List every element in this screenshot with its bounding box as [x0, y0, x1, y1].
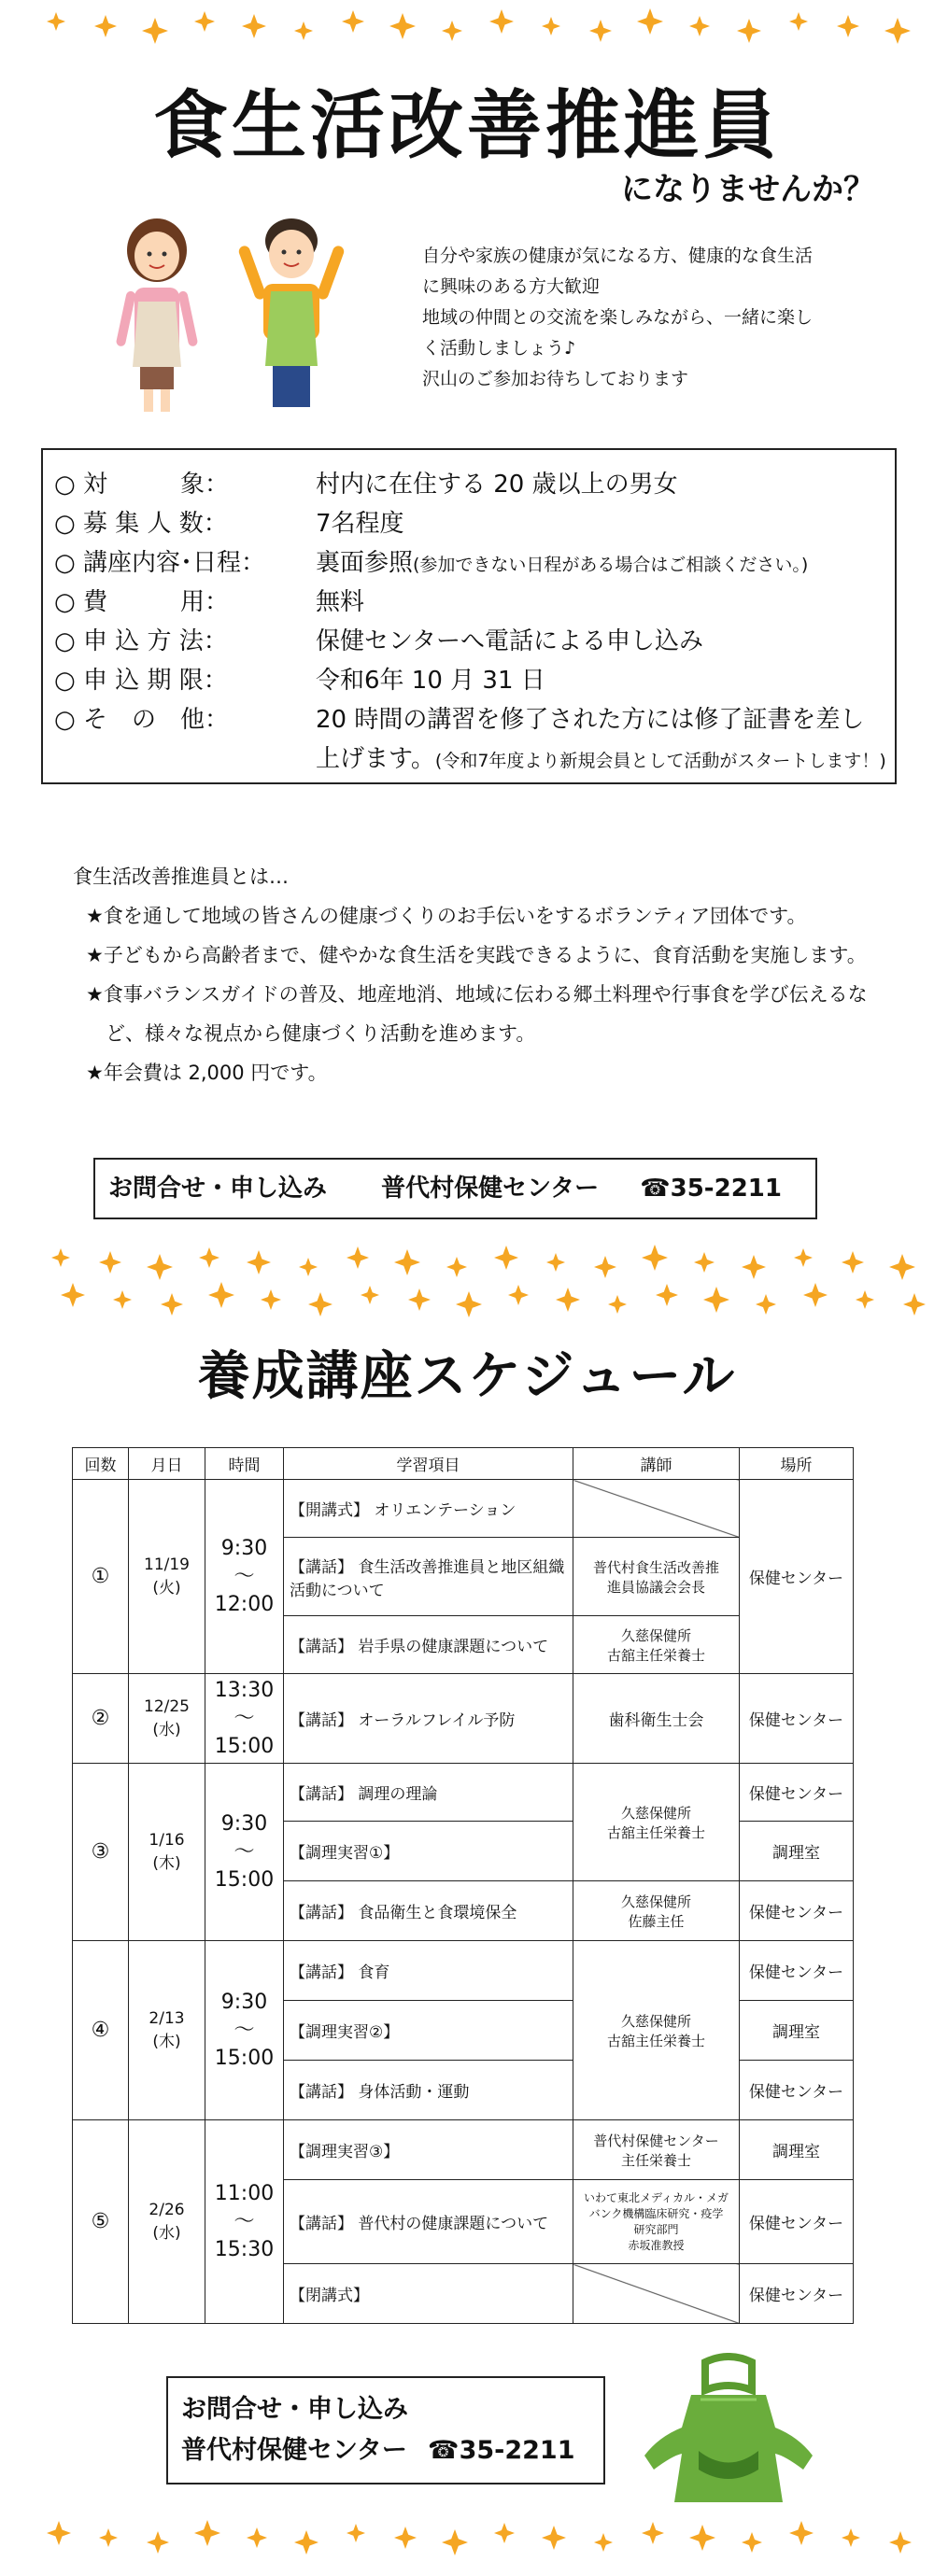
star-icon	[542, 2526, 566, 2550]
table-row	[73, 1941, 854, 2001]
schedule-title: 養成講座スケジュール	[197, 1346, 737, 1407]
star-icon	[208, 1282, 234, 1308]
contact-org: 普代村保健センター	[181, 2436, 407, 2465]
star-icon	[142, 18, 168, 44]
about-item: ★子どもから高齢者まで、健やかな食生活を実践できるように、食育活動を実施します。	[86, 944, 867, 966]
place-cell: 保健センター	[740, 2061, 854, 2120]
star-icon	[837, 15, 859, 37]
star-border-middle	[0, 1242, 934, 1326]
phone-icon: ☎	[640, 1175, 671, 1203]
topic-cell: 【講話】 身体活動・運動	[284, 2061, 573, 2120]
place-cell: 調理室	[740, 2120, 854, 2180]
star-icon	[737, 19, 761, 43]
star-icon	[803, 1283, 828, 1307]
session-no: ④	[73, 1941, 129, 2120]
info-value: 保健センターへ電話による申し込み	[316, 627, 703, 655]
star-icon	[147, 1254, 173, 1280]
star-icon	[361, 1286, 379, 1304]
info-label: ○ そ の 他：	[54, 706, 229, 734]
star-icon	[489, 9, 514, 34]
session-date: 12/25 (水)	[129, 1674, 205, 1764]
session-no: ⑤	[73, 2120, 129, 2324]
star-icon	[247, 2527, 267, 2548]
star-icon	[756, 1294, 776, 1315]
info-label: ○ 費 用：	[54, 588, 229, 616]
info-label: ○ 講座内容･日程：	[54, 549, 265, 577]
table-header-row	[73, 1448, 854, 1480]
lecturer-cell: 久慈保健所 古舘主任栄養士	[573, 1616, 740, 1674]
session-date: 2/26 (水)	[129, 2120, 205, 2324]
about-section	[73, 857, 895, 1092]
star-icon	[542, 17, 560, 35]
header-cell: 講師	[573, 1448, 740, 1480]
topic-cell: 【講話】 調理の理論	[284, 1764, 573, 1822]
lecturer-cell: 久慈保健所 古舘主任栄養士	[573, 1941, 740, 2120]
info-value: 裏面参照	[316, 549, 414, 577]
header-cell: 学習項目	[284, 1448, 573, 1480]
contact-box-top	[93, 1158, 817, 1219]
topic-cell: 【調理実習③】	[284, 2120, 573, 2180]
star-icon	[113, 1290, 132, 1309]
star-icon	[884, 18, 911, 44]
header-cell: 回数	[73, 1448, 129, 1480]
star-icon	[442, 2529, 468, 2555]
topic-cell: 【講話】 食生活改善推進員と地区組織活動について	[284, 1538, 573, 1616]
lecturer-cell: 普代村保健センター 主任栄養士	[573, 2120, 740, 2180]
session-time: 9:30 ～ 15:00	[205, 1941, 284, 2120]
star-icon	[99, 2528, 118, 2547]
star-icon	[689, 16, 710, 36]
star-icon	[789, 2521, 814, 2545]
lecturer-empty-cell	[573, 1480, 740, 1538]
place-cell: 保健センター	[740, 1881, 854, 1941]
place-cell: 保健センター	[740, 2180, 854, 2264]
star-icon	[147, 2531, 169, 2554]
intro-line: く活動しましょう♪	[422, 338, 576, 359]
star-icon	[242, 14, 266, 38]
star-icon	[51, 1248, 70, 1267]
info-note: (参加できない日程がある場合はご相談ください。)	[413, 555, 809, 575]
star-icon	[99, 1251, 121, 1274]
session-no: ③	[73, 1764, 129, 1941]
header-cell: 時間	[205, 1448, 284, 1480]
about-item: ★食を通して地域の皆さんの健康づくりのお手伝いをするボランティア団体です。	[86, 905, 807, 927]
star-icon	[299, 1258, 318, 1276]
apron-illustration	[635, 2353, 822, 2512]
star-icon	[694, 1252, 715, 1273]
topic-cell: 【講話】 オーラルフレイル予防	[284, 1674, 573, 1764]
contact-phone[interactable]: 35-2211	[670, 1175, 782, 1203]
schedule-table	[72, 1447, 854, 2324]
star-icon	[247, 1250, 271, 1274]
star-icon	[508, 1285, 529, 1305]
table-row	[73, 2120, 854, 2180]
contact-phone[interactable]: 35-2211	[459, 2436, 575, 2465]
star-icon	[594, 1256, 616, 1278]
intro-line: 沢山のご参加お待ちしております	[422, 369, 689, 389]
star-icon	[347, 1246, 369, 1269]
star-icon	[842, 1251, 864, 1274]
about-item: ど、様々な視点から健康づくり活動を進めます。	[86, 1022, 536, 1045]
topic-cell: 【講話】 食品衛生と食環境保全	[284, 1881, 573, 1941]
star-icon	[394, 1249, 420, 1275]
info-value: 上げます。	[316, 745, 435, 773]
session-date: 11/19 (火)	[129, 1480, 205, 1674]
place-cell: 保健センター	[740, 1941, 854, 2001]
star-icon	[556, 1288, 580, 1312]
lecturer-cell: 久慈保健所 佐藤主任	[573, 1881, 740, 1941]
phone-icon: ☎	[427, 2436, 460, 2465]
star-icon	[637, 8, 663, 35]
star-icon	[342, 10, 364, 33]
intro-text	[422, 241, 870, 395]
info-label: ○ 申 込 方 法：	[54, 627, 228, 655]
session-time: 11:00 ～ 15:30	[205, 2120, 284, 2324]
star-icon	[194, 11, 215, 32]
star-icon	[261, 1289, 281, 1310]
topic-cell: 【調理実習①】	[284, 1822, 573, 1881]
star-icon	[889, 2531, 912, 2554]
contact-org: 普代村保健センター	[381, 1175, 600, 1203]
about-item: ★食事バランスガイドの普及、地産地消、地域に伝わる郷土料理や行事食を学び伝えるな	[86, 983, 868, 1006]
lecturer-cell: 久慈保健所 古舘主任栄養士	[573, 1764, 740, 1881]
info-value: 村内に在住する 20 歳以上の男女	[316, 471, 678, 499]
star-icon	[703, 1287, 729, 1313]
lecturer-cell: 歯科衛生士会	[573, 1674, 740, 1764]
star-icon	[47, 2521, 71, 2545]
lecturer-empty-cell	[573, 2264, 740, 2324]
intro-line: に興味のある方大歓迎	[422, 276, 601, 297]
star-icon	[546, 1253, 565, 1272]
session-no: ①	[73, 1480, 129, 1674]
star-icon	[61, 1283, 85, 1307]
info-note: (令和7年度より新規会員として活動がスタートします！)	[434, 751, 886, 771]
star-icon	[199, 1247, 219, 1268]
star-icon	[842, 2528, 860, 2547]
place-cell: 保健センター	[740, 1764, 854, 1822]
star-icon	[742, 2532, 762, 2553]
info-box	[41, 448, 897, 784]
info-label: ○ 申 込 期 限：	[54, 667, 228, 695]
topic-cell: 【講話】 普代村の健康課題について	[284, 2180, 573, 2264]
star-icon	[408, 1288, 431, 1311]
star-icon	[589, 20, 612, 42]
page-title: 食生活改善推進員	[153, 82, 781, 169]
session-time: 13:30 ～ 15:00	[205, 1674, 284, 1764]
star-icon	[294, 21, 313, 40]
lecturer-cell: 普代村食生活改善推 進員協議会会長	[573, 1538, 740, 1616]
contact-box-bottom	[166, 2376, 605, 2485]
topic-cell: 【調理実習②】	[284, 2001, 573, 2061]
lecturer-cell: いわて東北メディカル・メガ バンク機構臨床研究・疫学 研究部門 赤坂准教授	[573, 2180, 740, 2264]
star-icon	[642, 2522, 664, 2544]
place-cell: 保健センター	[740, 1674, 854, 1764]
topic-cell: 【開講式】 オリエンテーション	[284, 1480, 573, 1538]
star-icon	[47, 12, 65, 31]
star-border-top	[0, 0, 934, 56]
star-icon	[94, 15, 117, 37]
man-illustration	[234, 207, 355, 422]
star-icon	[389, 13, 416, 39]
star-icon	[856, 1290, 874, 1309]
star-icon	[494, 1246, 518, 1270]
topic-cell: 【講話】 食育	[284, 1941, 573, 2001]
info-value: 7名程度	[316, 510, 404, 538]
star-icon	[794, 1248, 813, 1267]
about-heading: 食生活改善推進員とは…	[73, 866, 289, 888]
session-time: 9:30 ～ 15:00	[205, 1764, 284, 1941]
info-value: 令和6年 10 月 31 日	[316, 667, 545, 695]
star-icon	[294, 2530, 318, 2555]
star-icon	[446, 1257, 467, 1277]
star-icon	[656, 1284, 678, 1306]
place-cell: 調理室	[740, 2001, 854, 2061]
star-icon	[689, 2525, 715, 2551]
star-icon	[347, 2524, 365, 2542]
place-cell: 保健センター	[740, 2264, 854, 2324]
page-subtitle: になりませんか？	[621, 171, 875, 208]
star-icon	[742, 1255, 766, 1279]
header-cell: 月日	[129, 1448, 205, 1480]
info-label: ○ 募 集 人 数：	[54, 510, 228, 538]
contact-label: お問合せ・申し込み	[108, 1175, 328, 1203]
intro-line: 地域の仲間との交流を楽しみながら、一緒に楽し	[422, 307, 814, 328]
info-value: 無料	[316, 588, 365, 616]
star-border-bottom	[0, 2512, 934, 2568]
star-icon	[494, 2523, 515, 2543]
topic-cell: 【閉講式】	[284, 2264, 573, 2324]
session-no: ②	[73, 1674, 129, 1764]
star-icon	[789, 12, 808, 31]
table-row	[73, 1480, 854, 1538]
woman-illustration	[103, 213, 215, 418]
info-value: 20 時間の講習を修了された方には修了証書を差し	[316, 706, 865, 734]
star-icon	[194, 2520, 220, 2546]
intro-line: 自分や家族の健康が気になる方、健康的な食生活	[422, 246, 814, 266]
star-icon	[642, 1245, 668, 1271]
star-icon	[594, 2533, 613, 2552]
table-row	[73, 1674, 854, 1764]
star-icon	[456, 1291, 482, 1317]
topic-cell: 【講話】 岩手県の健康課題について	[284, 1616, 573, 1674]
header-cell: 場所	[740, 1448, 854, 1480]
star-icon	[161, 1293, 183, 1316]
place-cell: 調理室	[740, 1822, 854, 1881]
star-icon	[442, 21, 462, 41]
star-icon	[889, 1254, 915, 1280]
about-item: ★年会費は 2,000 円です。	[86, 1062, 328, 1084]
contact-label: お問合せ・申し込み	[181, 2395, 408, 2424]
info-label: ○ 対 象：	[54, 471, 229, 499]
place-cell: 保健センター	[740, 1480, 854, 1674]
star-icon	[394, 2527, 417, 2549]
session-date: 2/13 (木)	[129, 1941, 205, 2120]
star-icon	[308, 1292, 333, 1316]
session-time: 9:30 ～ 12:00	[205, 1480, 284, 1674]
session-date: 1/16 (木)	[129, 1764, 205, 1941]
table-row	[73, 1764, 854, 1822]
star-icon	[608, 1295, 627, 1314]
star-icon	[903, 1293, 926, 1316]
